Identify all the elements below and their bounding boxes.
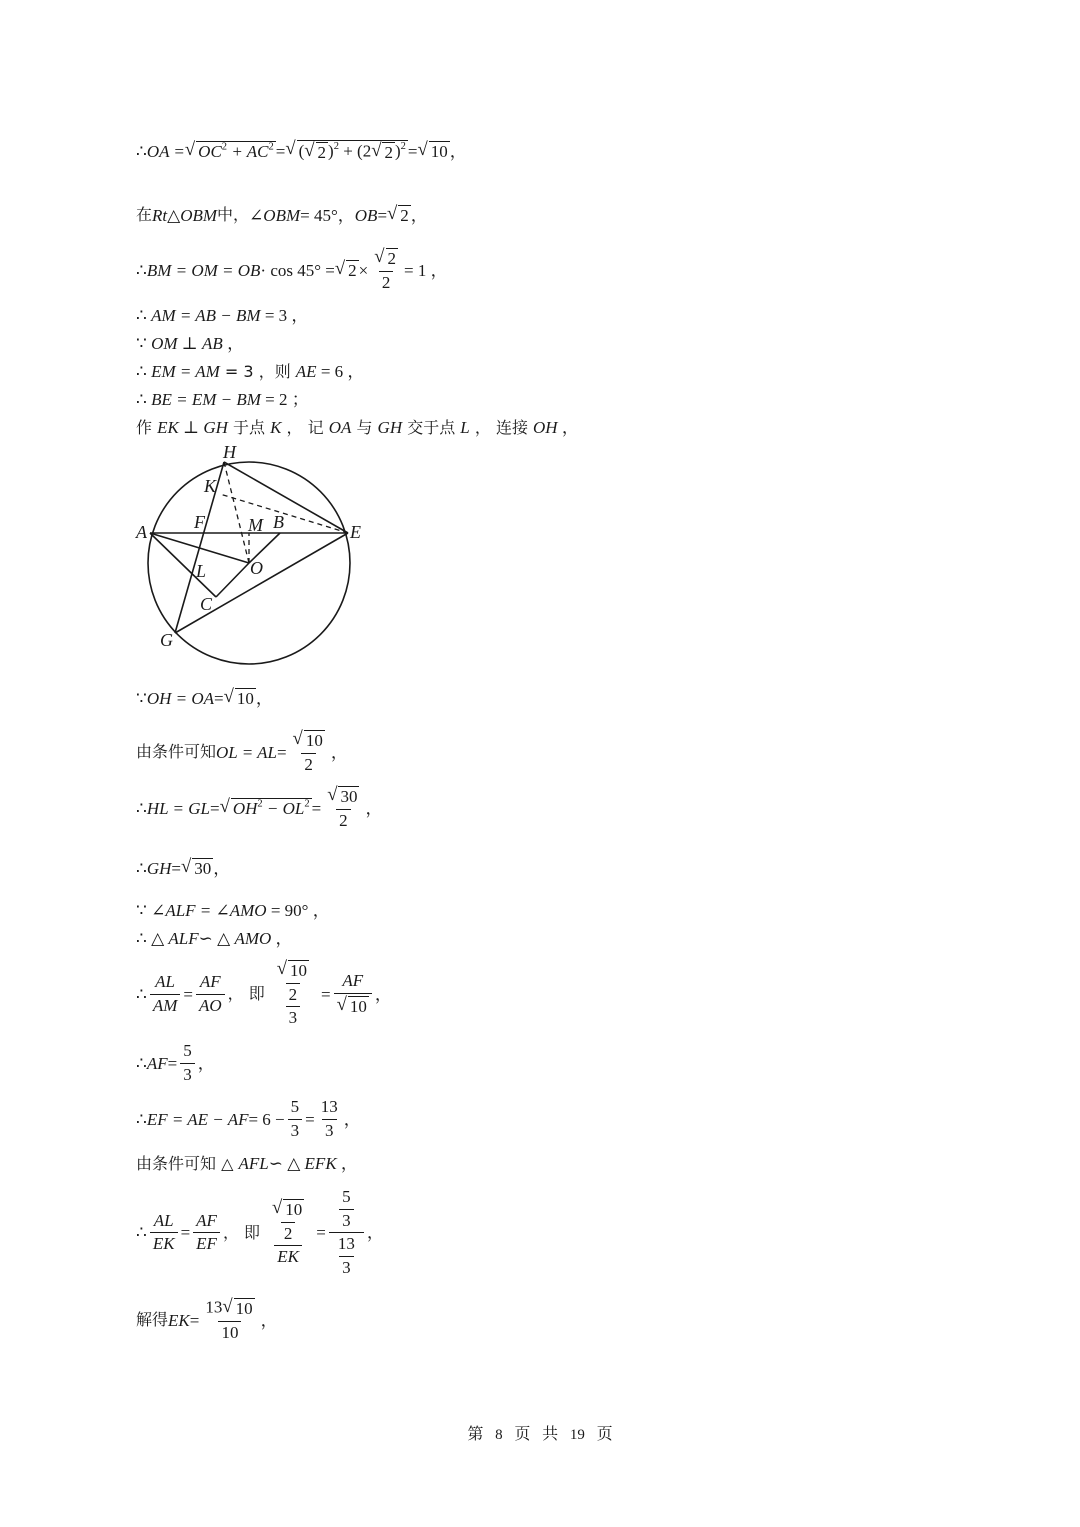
therefore-symbol: ∴ <box>136 306 152 325</box>
text: AM <box>150 994 181 1016</box>
text: 3 <box>180 1063 195 1085</box>
label-k: K <box>204 476 217 496</box>
fraction <box>288 1098 303 1140</box>
sqrt: √ 10 <box>223 686 254 708</box>
text: + AC <box>227 142 269 161</box>
step-similar-1 <box>136 930 293 947</box>
therefore-symbol: ∴ <box>136 984 147 1004</box>
text: AMO <box>234 929 272 948</box>
text: 2 <box>286 983 301 1005</box>
sqrt: √ 10 <box>276 958 307 980</box>
text: EF = AE − AF <box>146 1109 249 1129</box>
step-angles <box>136 902 330 919</box>
text: ， <box>260 1310 278 1330</box>
text: ∠ALF = ∠AMO <box>151 901 267 920</box>
segment-co <box>216 563 249 597</box>
label-h: H <box>223 442 236 462</box>
text: AO <box>196 994 225 1016</box>
text: EK <box>157 418 179 437</box>
label-b: B <box>273 512 284 532</box>
text: ) <box>328 141 334 161</box>
text: 3 <box>322 1119 337 1141</box>
fraction <box>329 1188 364 1278</box>
text: ， <box>222 334 245 353</box>
therefore-symbol: ∴ <box>136 798 147 818</box>
because-symbol: ∵ <box>136 334 152 353</box>
text: = <box>407 141 418 161</box>
label-f: F <box>194 512 205 532</box>
text: 2 <box>348 260 357 280</box>
segment-oh-dashed <box>224 462 249 563</box>
text: OA = <box>146 141 185 161</box>
sqrt: √ 10 <box>417 139 448 161</box>
fraction <box>334 972 372 1016</box>
text: ， 记 <box>281 418 329 437</box>
text: 3 <box>339 1209 354 1231</box>
text: ， <box>449 141 467 161</box>
text: Rt <box>152 205 168 225</box>
step-be <box>136 391 309 408</box>
text: 13 <box>337 1234 355 1254</box>
sqrt: √ 2 <box>304 140 327 162</box>
text: BM = OM = OB <box>146 260 261 280</box>
sqrt: √ 10 <box>292 728 323 750</box>
text: 2 <box>400 206 409 225</box>
text: = <box>209 798 220 818</box>
text: ， <box>330 742 348 762</box>
text: L <box>460 418 470 437</box>
fraction <box>318 1098 341 1140</box>
text: AF <box>199 971 221 991</box>
text: OB <box>354 205 378 225</box>
segment-he <box>224 462 348 533</box>
text: = 1 ， <box>404 260 448 280</box>
text: 2 <box>336 809 351 831</box>
text: 10 <box>218 1321 241 1343</box>
label-c: C <box>200 594 213 614</box>
text: = 3 ，则 <box>219 362 296 381</box>
text: = <box>305 1109 315 1129</box>
sqrt: √ ( √ 2 )$^2$ + (2 √ 2 )$^2$ <box>285 138 406 162</box>
fraction <box>269 1196 307 1243</box>
text: AFL <box>238 1154 269 1173</box>
text: HL = GL <box>146 798 210 818</box>
exp: 2 <box>400 140 406 152</box>
text: ∠OBM <box>249 205 301 225</box>
fraction <box>324 786 362 830</box>
label-g: G <box>160 630 173 650</box>
text: = <box>167 1053 178 1073</box>
text: 2 <box>379 271 394 293</box>
text: 10 <box>305 731 323 750</box>
text: 由条件可知 <box>136 742 217 762</box>
text: ， <box>336 1154 358 1173</box>
text: 交于点 <box>402 418 461 437</box>
text: 10 <box>235 1299 253 1318</box>
text: 于点 <box>227 418 271 437</box>
text: OM <box>151 334 178 353</box>
fraction <box>263 1196 313 1267</box>
text: 与 <box>351 418 378 437</box>
text: 13 <box>320 1097 338 1116</box>
step-em <box>136 363 364 380</box>
step-oh-oa <box>136 688 273 709</box>
text: 由条件可知 △ <box>136 1154 239 1173</box>
text: 2 <box>281 1222 296 1244</box>
text: OA <box>328 418 352 437</box>
step-hl-gl <box>136 786 382 830</box>
text: 10 <box>236 689 254 708</box>
text: − OL <box>262 798 305 818</box>
step-af <box>136 1042 215 1084</box>
step-gh <box>136 858 230 879</box>
sqrt: √ 2 <box>374 246 397 268</box>
text: 2 <box>387 249 397 268</box>
text: 3 <box>288 1119 303 1141</box>
text: 5 <box>290 1097 300 1116</box>
text: + (2 <box>338 141 372 161</box>
text: ( <box>298 141 305 161</box>
step-ratio-2 <box>136 1188 384 1278</box>
step-bm-om <box>136 248 448 292</box>
sqrt: √ 10 <box>222 1296 253 1318</box>
text: ， <box>410 205 428 225</box>
fraction <box>180 1042 195 1084</box>
exp: 2 <box>257 798 263 810</box>
step-ratio-1 <box>136 960 392 1028</box>
text: △ <box>151 929 169 948</box>
text: · cos 45° = <box>260 260 335 280</box>
text: OH <box>533 418 558 437</box>
fraction <box>335 1235 358 1277</box>
text: = 6 ， <box>316 362 365 381</box>
text: = <box>183 984 193 1004</box>
fraction <box>274 960 312 1004</box>
therefore-symbol: ∴ <box>136 362 152 381</box>
text: = <box>311 798 322 818</box>
triangle-symbol: △ <box>167 205 181 225</box>
text: 页 <box>596 1424 613 1443</box>
therefore-symbol: ∴ <box>136 260 147 280</box>
text: 5 <box>342 1187 351 1206</box>
text: 10 <box>430 142 448 161</box>
sqrt: √ 10 <box>336 993 367 1016</box>
text: = 2 ； <box>260 390 309 409</box>
text: EF <box>193 1232 220 1254</box>
text: EM = AM <box>151 362 220 381</box>
text: = <box>316 1223 326 1243</box>
therefore-symbol: ∴ <box>136 141 147 161</box>
text: 10 <box>290 961 307 980</box>
text: ， 连接 <box>469 418 534 437</box>
label-l: L <box>196 561 207 581</box>
text: 解得 <box>136 1310 169 1330</box>
step-ol-al <box>136 730 348 774</box>
text: 10 <box>349 996 367 1016</box>
text: ) <box>394 141 401 161</box>
text: ⊥ <box>177 334 203 353</box>
sqrt: √ 30 <box>327 784 358 806</box>
label-m: M <box>248 515 263 535</box>
text: GH <box>377 418 403 437</box>
text: 第 <box>467 1424 484 1443</box>
text: 2 <box>317 143 327 162</box>
sqrt: √ 2 <box>387 203 409 225</box>
text: ， <box>343 1109 361 1129</box>
text: 3 <box>286 1006 301 1028</box>
step-ek-result <box>136 1298 278 1342</box>
step-construct <box>136 419 579 436</box>
text: ， <box>255 688 273 708</box>
text: = <box>189 1310 200 1330</box>
text: ， 即 <box>227 984 265 1004</box>
text: = <box>276 742 287 762</box>
text: 13 <box>205 1297 223 1317</box>
fraction <box>150 1212 178 1254</box>
text: = <box>171 858 181 878</box>
text: = 6 − <box>248 1109 285 1129</box>
text: = 3 ， <box>260 306 309 325</box>
text: 2 <box>301 753 316 775</box>
text: AE <box>295 362 317 381</box>
text: AL <box>153 1210 174 1230</box>
sqrt: √ 10 <box>272 1196 303 1219</box>
fraction <box>268 960 318 1028</box>
because-symbol: ∵ <box>136 688 147 708</box>
sqrt: √ $OC^2 + AC^2$ <box>184 139 274 161</box>
text: = <box>275 141 286 161</box>
sqrt: √ $OH^2 - OL^2$ <box>219 795 310 818</box>
text: × <box>358 260 369 280</box>
label-o: O <box>250 558 263 578</box>
sqrt: √ 2 <box>371 140 393 162</box>
fraction <box>339 1188 354 1230</box>
text: 页 <box>514 1424 531 1443</box>
text: OH = OA <box>146 688 215 708</box>
label-e: E <box>350 522 361 542</box>
page-number: 8 <box>495 1427 503 1443</box>
text: = 90° ， <box>266 901 330 920</box>
text: GH <box>203 418 228 437</box>
fraction <box>371 248 401 292</box>
exp: 2 <box>304 798 310 810</box>
text: EK <box>168 1310 190 1330</box>
text: ， 即 <box>222 1222 261 1242</box>
step-am <box>136 307 308 324</box>
text: = <box>180 1223 191 1243</box>
fraction <box>193 1212 220 1254</box>
text: 30 <box>340 787 358 806</box>
text: EFK <box>304 1154 337 1173</box>
therefore-symbol: ∴ <box>136 929 152 948</box>
text: ∽ △ <box>198 929 235 948</box>
sqrt: √ 2 <box>334 257 357 280</box>
text: ， <box>374 984 392 1004</box>
sqrt: √ 30 <box>180 856 212 878</box>
text: ， <box>366 1223 384 1243</box>
text: ⊥ <box>178 418 204 437</box>
text: EK <box>274 1245 302 1267</box>
text: OL = AL <box>216 742 277 762</box>
exp: 2 <box>221 141 228 153</box>
text: 5 <box>183 1041 192 1060</box>
because-symbol: ∵ <box>136 901 152 920</box>
text: 共 <box>542 1424 559 1443</box>
therefore-symbol: ∴ <box>136 1223 147 1243</box>
text: = <box>377 205 388 225</box>
step-oa-length <box>136 140 467 163</box>
page-total: 19 <box>569 1427 585 1443</box>
text: K <box>270 418 282 437</box>
text: ALF <box>168 929 199 948</box>
step-ef <box>136 1098 361 1140</box>
text: 30 <box>194 859 212 878</box>
therefore-symbol: ∴ <box>136 390 152 409</box>
therefore-symbol: ∴ <box>136 1109 147 1129</box>
text: 作 <box>136 418 158 437</box>
text: GH <box>146 858 172 878</box>
text: AF <box>196 1210 217 1230</box>
text: ， <box>365 798 383 818</box>
text: ， <box>271 929 293 948</box>
label-a: A <box>136 522 147 542</box>
text: = <box>321 984 331 1004</box>
text: OC <box>198 142 222 161</box>
text: ， <box>197 1053 215 1073</box>
text: AL <box>155 971 176 991</box>
text: ， <box>213 858 231 878</box>
text: 在 <box>136 205 153 225</box>
page-footer <box>0 1421 1080 1444</box>
fraction <box>196 973 225 1015</box>
exp: 2 <box>333 140 339 152</box>
fraction <box>290 730 328 774</box>
text: = 45°， <box>300 205 355 225</box>
text: 3 <box>339 1256 354 1278</box>
text: ∽ △ <box>268 1154 305 1173</box>
step-similar-2 <box>136 1155 358 1172</box>
geometry-diagram <box>130 440 370 668</box>
text: OBM <box>180 205 218 225</box>
exp: 2 <box>268 141 274 153</box>
text: AF <box>342 970 364 990</box>
text: EK <box>150 1232 178 1254</box>
text: 2 <box>384 143 393 162</box>
step-om-perp <box>136 335 244 352</box>
text: = <box>214 688 224 708</box>
fraction <box>150 973 181 1015</box>
text: ， <box>557 418 579 437</box>
text: AF <box>146 1053 168 1073</box>
text: AM = AB − BM <box>151 306 261 325</box>
therefore-symbol: ∴ <box>136 1053 147 1073</box>
text: 10 <box>285 1199 303 1219</box>
text: OH <box>232 798 258 818</box>
text: BE = EM − BM <box>151 390 261 409</box>
fraction <box>202 1298 257 1342</box>
text: AB <box>202 334 223 353</box>
text: 中， <box>217 205 250 225</box>
step-rt-triangle <box>136 205 428 226</box>
therefore-symbol: ∴ <box>136 858 147 878</box>
